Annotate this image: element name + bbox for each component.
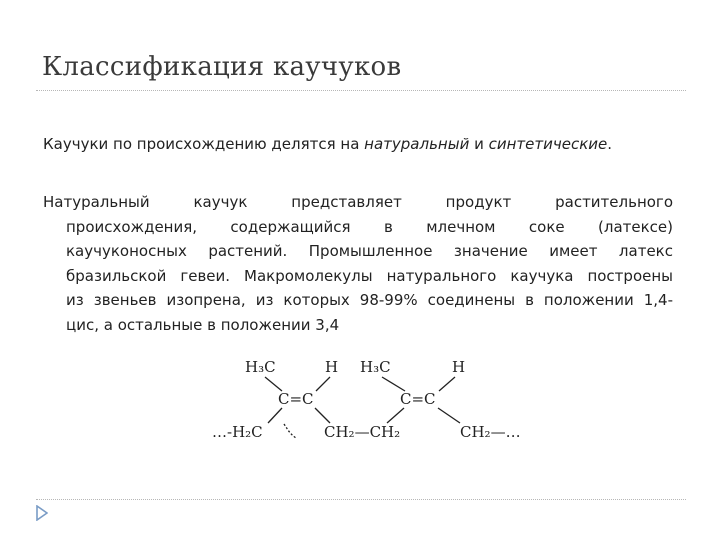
title-divider bbox=[36, 90, 686, 91]
formula-double-bond-right: C=C bbox=[400, 390, 436, 408]
formula-h-right: H bbox=[452, 358, 466, 376]
intro-and: и bbox=[469, 135, 489, 153]
bond-line bbox=[315, 408, 330, 423]
intro-synthetic: синтетические bbox=[488, 135, 608, 153]
intro-sentence bbox=[43, 135, 612, 153]
intro-natural: натуральный bbox=[364, 135, 470, 153]
formula-h3c-left: H₃C bbox=[245, 358, 276, 376]
paragraph-line: Натуральный каучук представляет продукт растительного bbox=[43, 193, 673, 211]
formula-chain-start: …-H₂C bbox=[212, 423, 263, 441]
natural-rubber-paragraph bbox=[43, 190, 673, 337]
bond-line bbox=[438, 408, 460, 423]
formula-middle-chain: CH₂—CH₂ bbox=[324, 423, 401, 441]
bond-line bbox=[316, 377, 330, 391]
paragraph-line: происхождения, содержащийся в млечном соке (латексе) bbox=[66, 217, 673, 236]
triangle-right-icon[interactable] bbox=[36, 505, 48, 521]
bond-line bbox=[268, 408, 282, 423]
formula-h-left: H bbox=[325, 358, 339, 376]
bond-line bbox=[439, 377, 455, 391]
slide-title: Классификация каучуков bbox=[42, 52, 402, 82]
footer-divider bbox=[36, 499, 686, 500]
paragraph-line: бразильской гевеи. Макромолекулы натурального каучука построены bbox=[66, 266, 673, 285]
triangle-right-icon-svg bbox=[36, 505, 48, 521]
bond-line bbox=[265, 377, 282, 391]
bond-line bbox=[382, 377, 405, 391]
intro-suffix: . bbox=[607, 135, 613, 153]
bond-line bbox=[387, 408, 404, 423]
formula-double-bond-left: C=C bbox=[278, 390, 314, 408]
formula-svg bbox=[210, 352, 530, 452]
paragraph-line: каучуконосных растений. Промышленное значение имеет латекс bbox=[66, 242, 673, 260]
polyisoprene-structural-formula bbox=[210, 352, 530, 452]
intro-prefix: Каучуки по происхождению делятся на bbox=[43, 135, 365, 153]
bond-line bbox=[284, 424, 296, 438]
formula-h3c-right: H₃C bbox=[360, 358, 391, 376]
paragraph-line: цис, а остальные в положении 3,4 bbox=[66, 315, 340, 334]
paragraph-line: из звеньев изопрена, из которых 98-99% соединены в положении 1,4- bbox=[66, 291, 673, 309]
triangle-shape bbox=[37, 506, 47, 520]
formula-chain-end: CH₂—… bbox=[460, 423, 521, 441]
